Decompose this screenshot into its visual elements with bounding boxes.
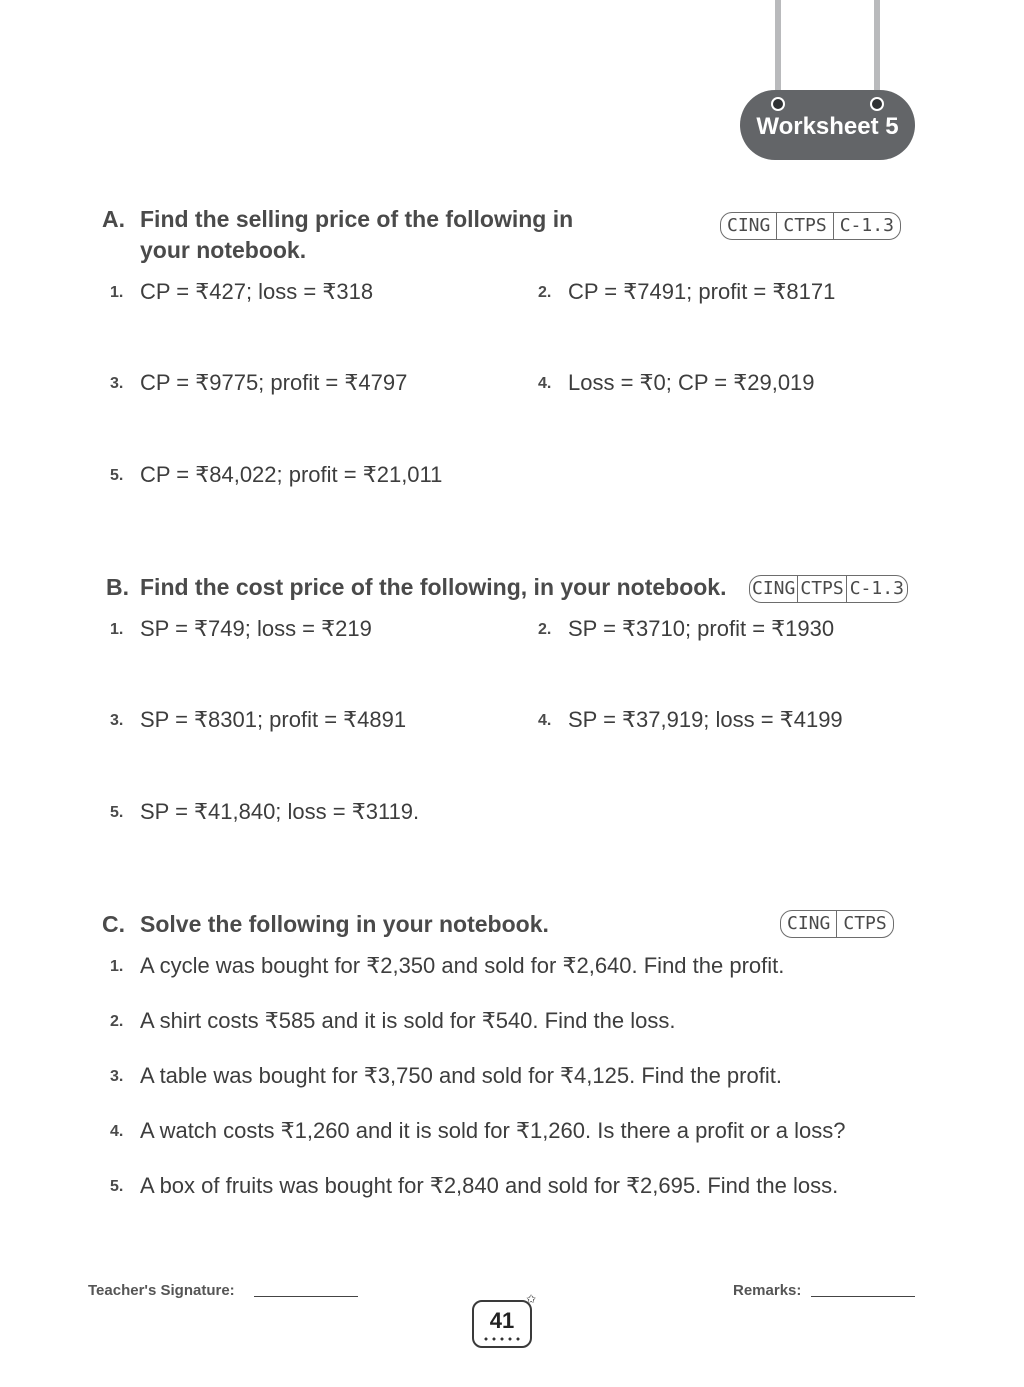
question-text: CP = ₹7491; profit = ₹8171 (568, 279, 836, 304)
question-text: A cycle was bought for ₹2,350 and sold for ₹2,640. Find the profit. (140, 953, 785, 978)
question-text: A shirt costs ₹585 and it is sold for ₹540. Find the loss. (140, 1008, 676, 1033)
question-number: 5. (110, 1178, 124, 1195)
tag-string-left (775, 0, 781, 100)
skill-tag: CTPS (776, 213, 832, 239)
question-text: SP = ₹8301; profit = ₹4891 (140, 707, 407, 732)
section-a-title-line1: Find the selling price of the following in (140, 206, 574, 232)
tag-ring-right (870, 97, 884, 111)
page-number: 41 (489, 1308, 515, 1333)
question-text: CP = ₹427; loss = ₹318 (140, 279, 374, 304)
remarks-line (811, 1296, 915, 1297)
skill-tag: CING (752, 578, 796, 599)
skill-tag: CING (727, 215, 771, 236)
section-a-letter: A. (102, 206, 125, 232)
section-a-skill-tags (720, 212, 901, 240)
question-text: CP = ₹84,022; profit = ₹21,011 (140, 462, 443, 487)
remarks-label: Remarks: (733, 1282, 802, 1299)
question-text: A table was bought for ₹3,750 and sold for ₹4,125. Find the profit. (140, 1063, 782, 1088)
question-text: Loss = ₹0; CP = ₹29,019 (568, 370, 815, 395)
section-a-title (140, 204, 573, 266)
question-number: 1. (110, 284, 124, 301)
skill-tag: C-1.3 (846, 576, 907, 602)
teacher-signature-line (254, 1296, 358, 1297)
question-text: A box of fruits was bought for ₹2,840 and sold for ₹2,695. Find the loss. (140, 1173, 839, 1198)
question-number: 3. (110, 712, 124, 729)
section-a-title-line2: your notebook. (140, 237, 307, 263)
question-text: SP = ₹749; loss = ₹219 (140, 616, 372, 641)
question-number: 2. (538, 621, 552, 638)
tag-ring-left (771, 97, 785, 111)
badge-dots (482, 1336, 522, 1342)
skill-tag: C-1.3 (833, 213, 900, 239)
section-b-skill-tags (749, 575, 908, 603)
section-b-letter: B. (106, 574, 129, 600)
question-text: A watch costs ₹1,260 and it is sold for ₹1,260. Is there a profit or a loss? (140, 1118, 846, 1143)
question-text: SP = ₹37,919; loss = ₹4199 (568, 707, 843, 732)
question-number: 4. (538, 712, 552, 729)
question-number: 1. (110, 621, 124, 638)
question-number: 5. (110, 467, 124, 484)
question-number: 3. (110, 1068, 124, 1085)
section-c-title: Solve the following in your notebook. (140, 911, 549, 937)
skill-tag: CING (787, 913, 831, 934)
question-number: 3. (110, 375, 124, 392)
question-number: 5. (110, 804, 124, 821)
worksheet-title: Worksheet 5 (756, 113, 899, 140)
skill-tag: CTPS (836, 911, 892, 937)
section-c-skill-tags (780, 910, 894, 938)
question-text: SP = ₹3710; profit = ₹1930 (568, 616, 835, 641)
question-number: 2. (110, 1013, 124, 1030)
tag-string-right (874, 0, 880, 100)
page-number-badge (472, 1292, 536, 1348)
worksheet-tag (740, 90, 915, 160)
question-text: SP = ₹41,840; loss = ₹3119. (140, 799, 420, 824)
section-c-letter: C. (102, 911, 125, 937)
question-number: 4. (538, 375, 552, 392)
section-b-title: Find the cost price of the following, in your notebook. (140, 574, 727, 600)
question-number: 4. (110, 1123, 124, 1140)
star-icon: ✩ (525, 1292, 536, 1306)
question-number: 1. (110, 958, 124, 975)
teacher-signature-label: Teacher's Signature: (88, 1282, 235, 1299)
question-number: 2. (538, 284, 552, 301)
skill-tag: CTPS (797, 576, 845, 602)
question-text: CP = ₹9775; profit = ₹4797 (140, 370, 408, 395)
